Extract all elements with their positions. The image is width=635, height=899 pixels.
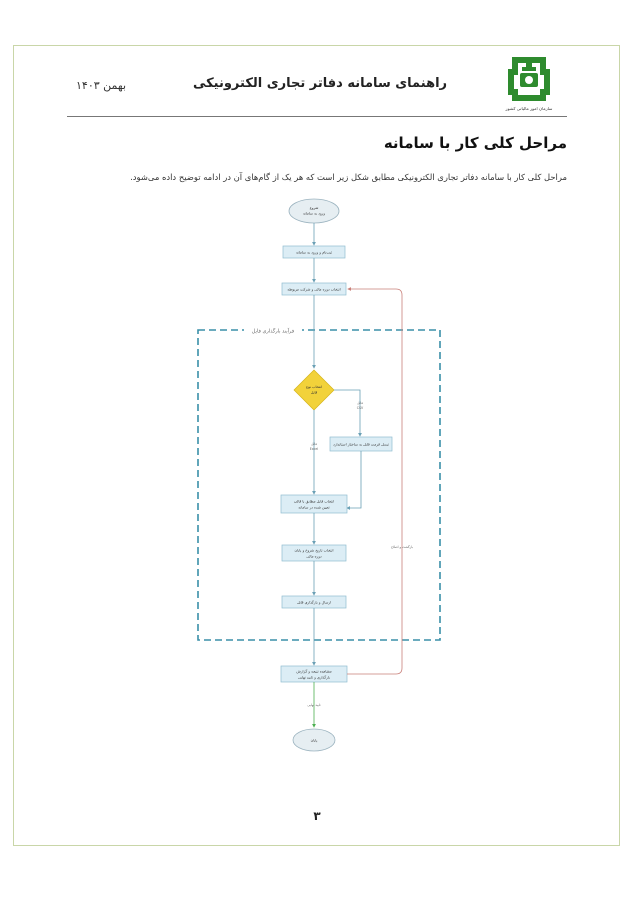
step-view-result-label-1: مشاهده نتیجه و گزارش <box>296 669 332 674</box>
step-choose-dates <box>282 545 346 561</box>
branch-csv-label-1: فایل <box>357 401 363 405</box>
branch-csv-label-2: CSV <box>356 406 364 410</box>
step-select-period-label: انتخاب دوره مالی و شرکت مربوطه <box>287 287 341 292</box>
step-choose-dates-label-1: انتخاب تاریخ شروع و پایان <box>294 548 334 553</box>
step-view-result-label-2: بارگذاری و تایید نهایی <box>298 675 330 680</box>
group-label: فرآیند بارگذاری فایل <box>251 328 295 335</box>
document-date: بهمن ۱۴۰۳ <box>76 79 127 92</box>
step-convert-format-label: تبدیل فرمت فایل به ساختار استاندارد <box>333 442 389 447</box>
step-choose-file-label-2: تعیین شده در سامانه <box>298 505 330 510</box>
page-number: ۳ <box>313 809 321 823</box>
intro-paragraph: مراحل کلی کار با سامانه دفاتر تجاری الکترونیکی مطابق شکل زیر است که هر یک از گام‌های آن در ادامه توضیح داده می‌شود. <box>130 172 567 182</box>
loop-back-arrow <box>347 289 402 674</box>
section-heading: مراحل کلی کار با سامانه <box>383 134 567 152</box>
start-label-1: شروع <box>309 206 319 210</box>
branch-excel-label-1: فایل <box>311 442 317 446</box>
loop-back-label: بازگشت و اصلاح <box>390 545 414 549</box>
step-view-result <box>281 666 347 682</box>
step-upload-file-label: ارسال و بارگذاری فایل <box>296 600 332 605</box>
step-register-label: ثبت‌نام و ورود به سامانه <box>295 250 333 255</box>
document-title: راهنمای سامانه دفاتر تجاری الکترونیکی <box>192 76 448 91</box>
step-choose-file-label-1: انتخاب فایل مطابق با قالب <box>293 499 335 504</box>
step-choose-dates-label-2: دوره مالی <box>306 554 322 559</box>
start-label-2: ورود به سامانه <box>302 211 326 216</box>
logo-caption: سازمان امور مالیاتی کشور <box>505 106 553 111</box>
decision-label-1: انتخاب نوع <box>305 385 323 389</box>
final-arrow-label: تایید نهایی <box>307 703 321 707</box>
step-choose-file <box>281 495 347 513</box>
branch-excel-label-2: Excel <box>309 447 319 451</box>
end-label: پایان <box>310 738 318 743</box>
decision-label-2: فایل <box>310 390 318 395</box>
